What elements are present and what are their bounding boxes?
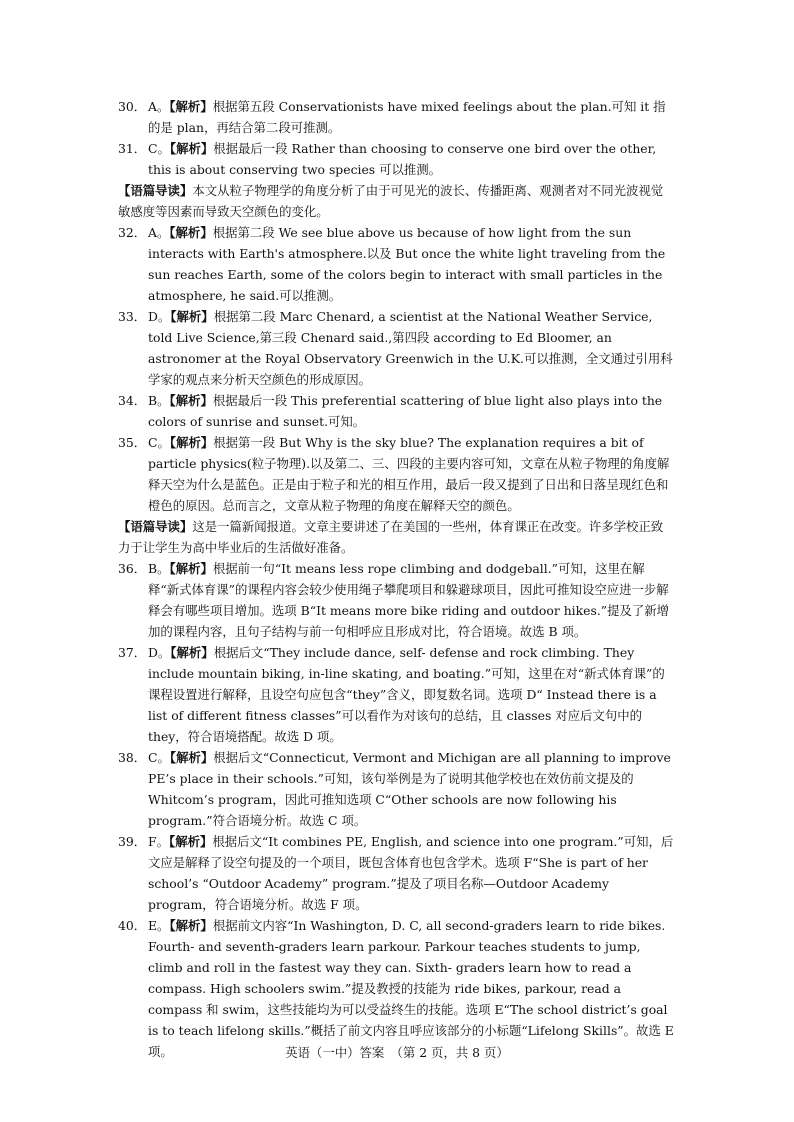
answer-item	[118, 306, 674, 390]
answer-item	[118, 96, 674, 138]
passage-guide	[118, 180, 674, 222]
guide-tag: 【语篇导读】	[118, 519, 193, 534]
analysis-text: 根据后文“Connecticut, Vermont and Michigan are all planning to improve PE’s place in their schools.”可知，该句举例是为了说明其他学校也在效仿前文提及的 Whitcom’s program，因此可推知选项 C“Other schools are now following his program.”符合语境分析。故选 C 项。	[148, 750, 671, 828]
answer-item	[118, 432, 674, 516]
guide-text: 这是一篇新闻报道。文章主要讲述了在美国的一些州，体育课正在改变。许多学校正致力于让学生为高中毕业后的生活做好准备。	[118, 519, 664, 555]
guide-tag: 【语篇导读】	[118, 183, 193, 198]
answer-item	[118, 222, 674, 306]
answer-letter: A。	[148, 225, 170, 240]
answer-letter: C。	[148, 141, 170, 156]
question-number: 33．	[118, 309, 147, 324]
answer-letter: B。	[148, 393, 170, 408]
question-number: 38．	[118, 750, 147, 765]
analysis-tag: 【解析】	[169, 834, 213, 849]
question-number: 32．	[118, 225, 147, 240]
question-number: 39．	[118, 834, 147, 849]
question-number: 34．	[118, 393, 147, 408]
analysis-tag: 【解析】	[170, 645, 214, 660]
analysis-tag: 【解析】	[169, 141, 214, 156]
answer-letter: B。	[148, 561, 170, 576]
analysis-tag: 【解析】	[169, 750, 214, 765]
answer-letter: C。	[148, 750, 170, 765]
passage-guide	[118, 516, 674, 558]
page-footer: 英语（一中）答案 （第 2 页，共 8 页）	[285, 1045, 509, 1060]
analysis-tag: 【解析】	[170, 309, 214, 324]
analysis-tag: 【解析】	[169, 918, 213, 933]
analysis-tag: 【解析】	[169, 393, 213, 408]
analysis-text: 根据前一句“It means less rope climbing and dodgeball.”可知，这里在解释“新式体育课”的课程内容会较少使用绳子攀爬项目和躲避球项目，因此可推知设空应进一步解释会有哪些项目增加。选项 B“It means more bike riding and outdoor hikes.”提及了新增加的课程内容，且句子结构与前一句相呼应且形成对比，符合语境。故选 B 项。	[148, 561, 670, 639]
analysis-text: 根据第一段 But Why is the sky blue? The explanation requires a bit of particle physics(粒子物理).以及第二、三、四段的主要内容可知，文章在从粒子物理的角度解释天空为什么是蓝色。正是由于粒子和光的相互作用，最后一段又提到了日出和日落呈现红色和橙色的原因。总而言之，文章从粒子物理的角度在解释天空的颜色。	[148, 435, 670, 513]
analysis-text: 根据第五段 Conservationists have mixed feelings about the plan.可知 it 指的是 plan，再结合第二段可推测。	[148, 99, 666, 135]
answer-letter: C。	[148, 435, 170, 450]
answer-letter: D。	[148, 309, 171, 324]
answer-item	[118, 390, 674, 432]
question-number: 36．	[118, 561, 147, 576]
answer-content	[118, 96, 674, 1062]
analysis-text: 根据前文内容“In Washington, D. C, all second-graders learn to ride bikes. Fourth- and seventh-graders learn parkour. Parkour teaches students to jump, climb and roll in the fastest way they can. Sixth- graders learn how to read a compass. High schoolers swim.”提及教授的技能为 ride bikes, parkour, read a compass 和 swim，这些技能均为可以受益终生的技能。选项 E“The school district’s goal is to teach lifelong skills.”概括了前文内容且呼应该部分的小标题“Lifelong Skills”。故选 E 项。	[148, 918, 674, 1059]
answer-item	[118, 831, 674, 915]
analysis-tag: 【解析】	[169, 225, 213, 240]
analysis-text: 根据后文“They include dance, self- defense and rock climbing. They include mountain biking, in-line skating, and boating.”可知，这里在对“新式体育课”的课程设置进行解释，且设空句应包含“they”含义，即复数名词。选项 D“ Instead there is a list of different fitness classes”可以看作为对该句的总结，且 classes 对应后文句中的 they，符合语境搭配。故选 D 项。	[148, 645, 665, 744]
analysis-text: 根据后文“It combines PE, English, and science into one program.”可知，后文应是解释了设空句提及的一个项目，既包含体育也包含学术。选项 F“She is part of her school’s “Outdoor Academy” program.”提及了项目名称—Outdoor Academy program，符合语境分析。故选 F 项。	[148, 834, 674, 912]
answer-item	[118, 138, 674, 180]
answer-item	[118, 915, 674, 1062]
answer-item	[118, 642, 674, 747]
answer-item	[118, 558, 674, 642]
answer-letter: D。	[148, 645, 171, 660]
question-number: 37．	[118, 645, 147, 660]
answer-letter: F。	[148, 834, 169, 849]
analysis-text: 根据最后一段 Rather than choosing to conserve one bird over the other, this is about conserving two species 可以推测。	[148, 141, 657, 177]
analysis-text: 根据最后一段 This preferential scattering of blue light also plays into the colors of sunrise and sunset.可知。	[148, 393, 663, 429]
answer-item	[118, 747, 674, 831]
answer-letter: A。	[148, 99, 170, 114]
question-number: 30．	[118, 99, 147, 114]
answer-letter: E。	[148, 918, 170, 933]
question-number: 35．	[118, 435, 147, 450]
analysis-tag: 【解析】	[169, 435, 214, 450]
question-number: 31．	[118, 141, 147, 156]
analysis-tag: 【解析】	[169, 99, 213, 114]
analysis-text: 根据第二段 Marc Chenard, a scientist at the National Weather Service, told Live Science,第三段 Chenard said.,第四段 according to Ed Bloomer, an astronomer at the Royal Observatory Greenwich in the U.K.可以推测，全文通过引用科学家的观点来分析天空颜色的形成原因。	[148, 309, 673, 387]
analysis-tag: 【解析】	[169, 561, 213, 576]
guide-text: 本文从粒子物理学的角度分析了由于可见光的波长、传播距离、观测者对不同光波视觉敏感度等因素而导致天空颜色的变化。	[118, 183, 664, 219]
analysis-text: 根据第二段 We see blue above us because of how light from the sun interacts with Earth's atmosphere.以及 But once the white light traveling from the sun reaches Earth, some of the colors begin to interact with small particles in the atmosphere, he said.可以推测。	[148, 225, 666, 303]
question-number: 40．	[118, 918, 147, 933]
